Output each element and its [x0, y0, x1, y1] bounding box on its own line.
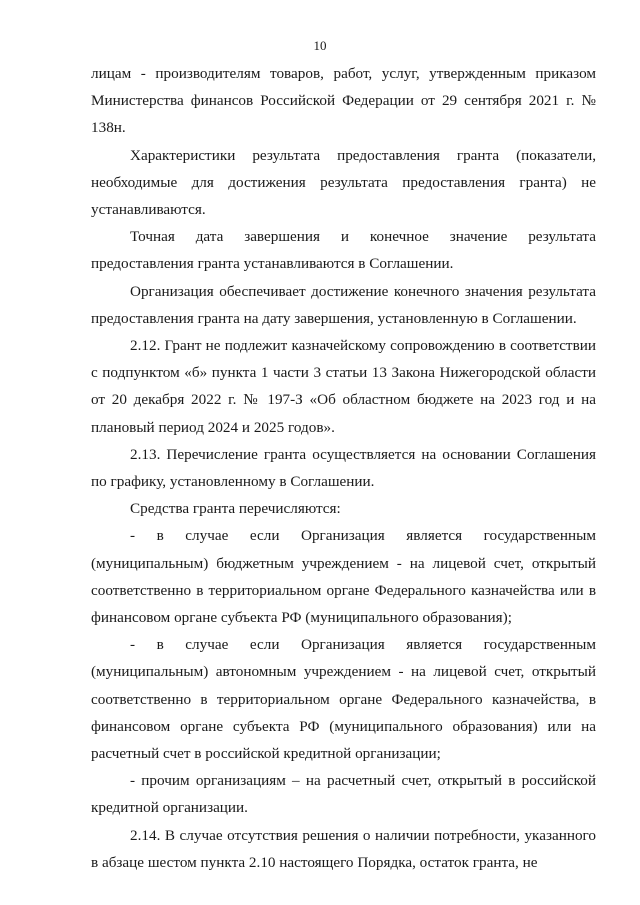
- paragraph: 2.12. Грант не подлежит казначейскому сопровождению в соответствии с подпунктом «б» пункта 1 части 3 статьи 13 Закона Нижегородской области от 20 декабря 2022 г. № 197-З «Об областном бюджете на 2023 год и на плановый период 2024 и 2025 годов».: [91, 337, 596, 436]
- paragraph: 2.14. В случае отсутствия решения о наличии потребности, указанного в абзаце шестом пункта 2.10 настоящего Порядка, остаток гранта, не: [91, 826, 596, 871]
- list-item: - в случае если Организация является государственным (муниципальным) автономным учреждением - на лицевой счет, открытый соответственно в территориальном органе Федерального казначейства, в финансовом органе субъекта РФ (муниципального образования) или на расчетный счет в российской кредитной организации;: [91, 636, 596, 763]
- page-number: 10: [313, 38, 327, 53]
- paragraph: 2.13. Перечисление гранта осуществляется на основании Соглашения по графику, установленному в Соглашении.: [91, 445, 596, 491]
- list-item: - в случае если Организация является государственным (муниципальным) бюджетным учреждением - на лицевой счет, открытый соответственно в территориальном органе Федерального казначейства или в финансовом органе субъекта РФ (муниципального образования);: [91, 527, 596, 627]
- list-item: - прочим организациям – на расчетный счет, открытый в российской кредитной организации.: [91, 772, 596, 817]
- paragraph: Точная дата завершения и конечное значение результата предоставления гранта устанавливаются в Соглашении.: [91, 228, 596, 273]
- document-body: [91, 60, 596, 876]
- paragraph: Средства гранта перечисляются:: [130, 500, 341, 518]
- paragraph: Характеристики результата предоставления гранта (показатели, необходимые для достижения результата предоставления гранта) не устанавливаются.: [91, 146, 596, 219]
- paragraph: Организация обеспечивает достижение конечного значения результата предоставления гранта на дату завершения, установленную в Соглашении.: [91, 282, 596, 327]
- paragraph: лицам - производителям товаров, работ, услуг, утвержденным приказом Министерства финансов Российской Федерации от 29 сентября 2021 г. № 138н.: [91, 65, 596, 137]
